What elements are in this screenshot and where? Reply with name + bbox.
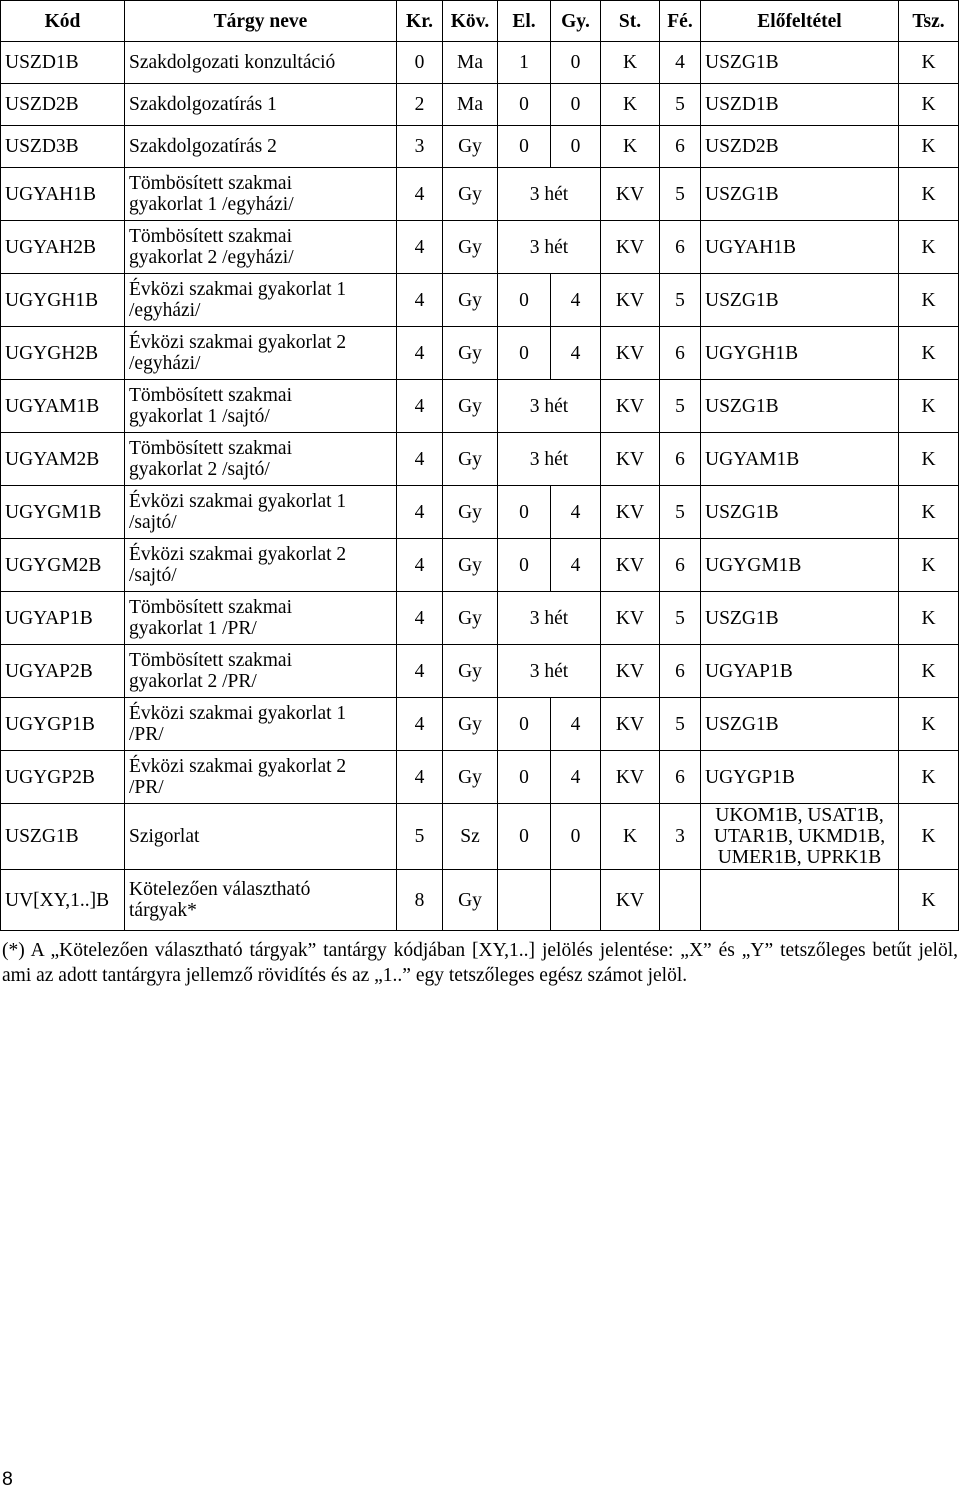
cell-kod: USZD3B (1, 126, 125, 168)
cell-elofeltetel: UGYGH1B (701, 327, 899, 380)
cell-el: 0 (498, 84, 551, 126)
cell-gy: 4 (551, 274, 601, 327)
cell-tsz: K (899, 168, 959, 221)
header-tsz: Tsz. (899, 1, 959, 42)
cell-elofeltetel: USZG1B (701, 168, 899, 221)
cell-kov: Gy (443, 327, 498, 380)
cell-elofeltetel: USZG1B (701, 42, 899, 84)
cell-st: KV (601, 645, 660, 698)
header-kov: Köv. (443, 1, 498, 42)
cell-kov: Gy (443, 274, 498, 327)
cell-el: 0 (498, 126, 551, 168)
cell-elofeltetel: USZG1B (701, 486, 899, 539)
cell-kr: 0 (397, 42, 443, 84)
cell-tsz: K (899, 84, 959, 126)
cell-st: KV (601, 221, 660, 274)
cell-el: 0 (498, 539, 551, 592)
cell-kod: UGYGH1B (1, 274, 125, 327)
cell-kod: UGYAP1B (1, 592, 125, 645)
cell-targy-neve: Évközi szakmai gyakorlat 2 /egyházi/ (125, 327, 397, 380)
cell-st: K (601, 126, 660, 168)
cell-fe: 5 (660, 84, 701, 126)
cell-gy: 0 (551, 126, 601, 168)
cell-targy-neve: Szakdolgozati konzultáció (125, 42, 397, 84)
cell-fe: 5 (660, 698, 701, 751)
table-row (1, 433, 959, 486)
cell-tsz: K (899, 42, 959, 84)
cell-el: 0 (498, 698, 551, 751)
cell-targy-neve: Tömbösített szakmai gyakorlat 2 /egyházi/ (125, 221, 397, 274)
header-kr: Kr. (397, 1, 443, 42)
cell-targy-neve: Tömbösített szakmai gyakorlat 1 /egyházi/ (125, 168, 397, 221)
cell-fe: 6 (660, 221, 701, 274)
cell-st: KV (601, 486, 660, 539)
cell-kr: 4 (397, 698, 443, 751)
table-row (1, 804, 959, 870)
cell-st: KV (601, 274, 660, 327)
cell-tsz: K (899, 645, 959, 698)
cell-tsz: K (899, 221, 959, 274)
cell-fe: 3 (660, 804, 701, 870)
cell-kod: UGYAP2B (1, 645, 125, 698)
cell-fe: 6 (660, 645, 701, 698)
footnote: (*) A „Kötelezően választható tárgyak” tantárgy kódjában [XY,1..] jelölés jelentése: „X” és „Y” tetszőleges betűt jelöl, ami az adott tantárgyra jellemző rövidítés és az „1..” egy tetszőleges egész számot jelöl. (2, 940, 958, 986)
cell-el: 0 (498, 751, 551, 804)
cell-st: KV (601, 168, 660, 221)
cell-tsz: K (899, 486, 959, 539)
cell-targy-neve: Szakdolgozatírás 2 (125, 126, 397, 168)
table-row (1, 168, 959, 221)
cell-kov: Gy (443, 433, 498, 486)
cell-elofeltetel: USZD1B (701, 84, 899, 126)
cell-kr: 4 (397, 168, 443, 221)
cell-kod: UGYGP1B (1, 698, 125, 751)
cell-kod: USZD2B (1, 84, 125, 126)
cell-kr: 4 (397, 433, 443, 486)
cell-elofeltetel: USZG1B (701, 698, 899, 751)
cell-fe: 6 (660, 126, 701, 168)
cell-elofeltetel: UGYGM1B (701, 539, 899, 592)
cell-el: 0 (498, 327, 551, 380)
table-row (1, 645, 959, 698)
cell-kr: 4 (397, 592, 443, 645)
cell-tsz: K (899, 804, 959, 870)
cell-gy: 4 (551, 698, 601, 751)
cell-tsz: K (899, 433, 959, 486)
cell-tsz: K (899, 870, 959, 931)
cell-kov: Ma (443, 84, 498, 126)
cell-elofeltetel: USZG1B (701, 592, 899, 645)
cell-gy: 4 (551, 539, 601, 592)
cell-kod: UGYGM1B (1, 486, 125, 539)
cell-kov: Gy (443, 870, 498, 931)
cell-el: 3 hét (498, 645, 601, 698)
cell-kr: 4 (397, 380, 443, 433)
cell-tsz: K (899, 274, 959, 327)
cell-el: 3 hét (498, 592, 601, 645)
header-el: El. (498, 1, 551, 42)
header-st: St. (601, 1, 660, 42)
cell-el: 1 (498, 42, 551, 84)
cell-fe: 5 (660, 168, 701, 221)
cell-targy-neve: Kötelezően választható tárgyak* (125, 870, 397, 931)
cell-gy: 0 (551, 84, 601, 126)
table-row (1, 42, 959, 84)
cell-kod: UGYGH2B (1, 327, 125, 380)
cell-gy: 4 (551, 751, 601, 804)
cell-kr: 3 (397, 126, 443, 168)
cell-tsz: K (899, 592, 959, 645)
cell-kov: Gy (443, 486, 498, 539)
cell-kov: Gy (443, 168, 498, 221)
cell-kr: 2 (397, 84, 443, 126)
cell-st: KV (601, 539, 660, 592)
cell-elofeltetel: USZG1B (701, 274, 899, 327)
cell-fe: 5 (660, 486, 701, 539)
cell-targy-neve: Évközi szakmai gyakorlat 1 /egyházi/ (125, 274, 397, 327)
cell-elofeltetel: UKOM1B, USAT1B, UTAR1B, UKMD1B, UMER1B, UPRK1B (701, 804, 899, 870)
table-row (1, 539, 959, 592)
cell-fe: 6 (660, 327, 701, 380)
cell-st: KV (601, 870, 660, 931)
cell-kr: 8 (397, 870, 443, 931)
cell-el: 0 (498, 274, 551, 327)
cell-kod: UGYGP2B (1, 751, 125, 804)
cell-kr: 5 (397, 804, 443, 870)
cell-fe: 5 (660, 592, 701, 645)
cell-kov: Ma (443, 42, 498, 84)
cell-targy-neve: Tömbösített szakmai gyakorlat 2 /PR/ (125, 645, 397, 698)
cell-elofeltetel: UGYAP1B (701, 645, 899, 698)
cell-kr: 4 (397, 486, 443, 539)
table-row (1, 84, 959, 126)
cell-kod: USZD1B (1, 42, 125, 84)
cell-el: 0 (498, 804, 551, 870)
cell-st: KV (601, 698, 660, 751)
cell-targy-neve: Évközi szakmai gyakorlat 2 /sajtó/ (125, 539, 397, 592)
cell-targy-neve: Tömbösített szakmai gyakorlat 1 /sajtó/ (125, 380, 397, 433)
cell-tsz: K (899, 539, 959, 592)
table-row (1, 327, 959, 380)
table-row (1, 870, 959, 931)
cell-targy-neve: Tömbösített szakmai gyakorlat 1 /PR/ (125, 592, 397, 645)
cell-el (498, 870, 551, 931)
cell-kov: Gy (443, 126, 498, 168)
table-row (1, 380, 959, 433)
cell-kod: USZG1B (1, 804, 125, 870)
cell-kov: Gy (443, 539, 498, 592)
cell-st: KV (601, 751, 660, 804)
cell-gy: 4 (551, 486, 601, 539)
cell-st: KV (601, 380, 660, 433)
cell-st: K (601, 804, 660, 870)
cell-el: 3 hét (498, 380, 601, 433)
cell-kov: Gy (443, 221, 498, 274)
cell-st: K (601, 84, 660, 126)
cell-kov: Sz (443, 804, 498, 870)
table-row (1, 126, 959, 168)
cell-gy: 0 (551, 42, 601, 84)
cell-elofeltetel: UGYAH1B (701, 221, 899, 274)
cell-targy-neve: Évközi szakmai gyakorlat 1 /PR/ (125, 698, 397, 751)
cell-el: 3 hét (498, 433, 601, 486)
cell-kov: Gy (443, 698, 498, 751)
cell-kov: Gy (443, 751, 498, 804)
cell-kod: UGYAM2B (1, 433, 125, 486)
cell-fe: 6 (660, 433, 701, 486)
cell-targy-neve: Tömbösített szakmai gyakorlat 2 /sajtó/ (125, 433, 397, 486)
cell-kr: 4 (397, 751, 443, 804)
cell-fe: 4 (660, 42, 701, 84)
cell-el: 3 hét (498, 221, 601, 274)
cell-fe: 5 (660, 274, 701, 327)
cell-gy (551, 870, 601, 931)
cell-kod: UV[XY,1..]B (1, 870, 125, 931)
cell-st: KV (601, 327, 660, 380)
table-row (1, 274, 959, 327)
cell-tsz: K (899, 698, 959, 751)
cell-fe: 6 (660, 539, 701, 592)
cell-st: KV (601, 592, 660, 645)
cell-tsz: K (899, 380, 959, 433)
cell-targy-neve: Szigorlat (125, 804, 397, 870)
cell-targy-neve: Szakdolgozatírás 1 (125, 84, 397, 126)
table-header-row (1, 1, 959, 42)
header-fe: Fé. (660, 1, 701, 42)
cell-kov: Gy (443, 592, 498, 645)
cell-kr: 4 (397, 221, 443, 274)
cell-el: 0 (498, 486, 551, 539)
cell-gy: 0 (551, 804, 601, 870)
cell-kod: UGYAH1B (1, 168, 125, 221)
header-elofeltetel: Előfeltétel (701, 1, 899, 42)
cell-kov: Gy (443, 645, 498, 698)
page-number: 8 (2, 1468, 13, 1490)
cell-tsz: K (899, 126, 959, 168)
cell-kr: 4 (397, 645, 443, 698)
cell-kod: UGYGM2B (1, 539, 125, 592)
cell-kr: 4 (397, 274, 443, 327)
cell-st: KV (601, 433, 660, 486)
cell-fe (660, 870, 701, 931)
cell-gy: 4 (551, 327, 601, 380)
cell-kod: UGYAM1B (1, 380, 125, 433)
table-row (1, 221, 959, 274)
cell-elofeltetel (701, 870, 899, 931)
cell-st: K (601, 42, 660, 84)
table-row (1, 592, 959, 645)
header-targy-neve: Tárgy neve (125, 1, 397, 42)
table-row (1, 698, 959, 751)
cell-kr: 4 (397, 539, 443, 592)
cell-kr: 4 (397, 327, 443, 380)
table-row (1, 486, 959, 539)
cell-el: 3 hét (498, 168, 601, 221)
cell-elofeltetel: UGYGP1B (701, 751, 899, 804)
table-body (1, 42, 959, 931)
cell-elofeltetel: USZD2B (701, 126, 899, 168)
cell-elofeltetel: USZG1B (701, 380, 899, 433)
cell-kov: Gy (443, 380, 498, 433)
cell-tsz: K (899, 751, 959, 804)
cell-fe: 6 (660, 751, 701, 804)
cell-kod: UGYAH2B (1, 221, 125, 274)
cell-fe: 5 (660, 380, 701, 433)
table-row (1, 751, 959, 804)
cell-elofeltetel: UGYAM1B (701, 433, 899, 486)
cell-targy-neve: Évközi szakmai gyakorlat 2 /PR/ (125, 751, 397, 804)
header-kod: Kód (1, 1, 125, 42)
cell-tsz: K (899, 327, 959, 380)
header-gy: Gy. (551, 1, 601, 42)
cell-targy-neve: Évközi szakmai gyakorlat 1 /sajtó/ (125, 486, 397, 539)
